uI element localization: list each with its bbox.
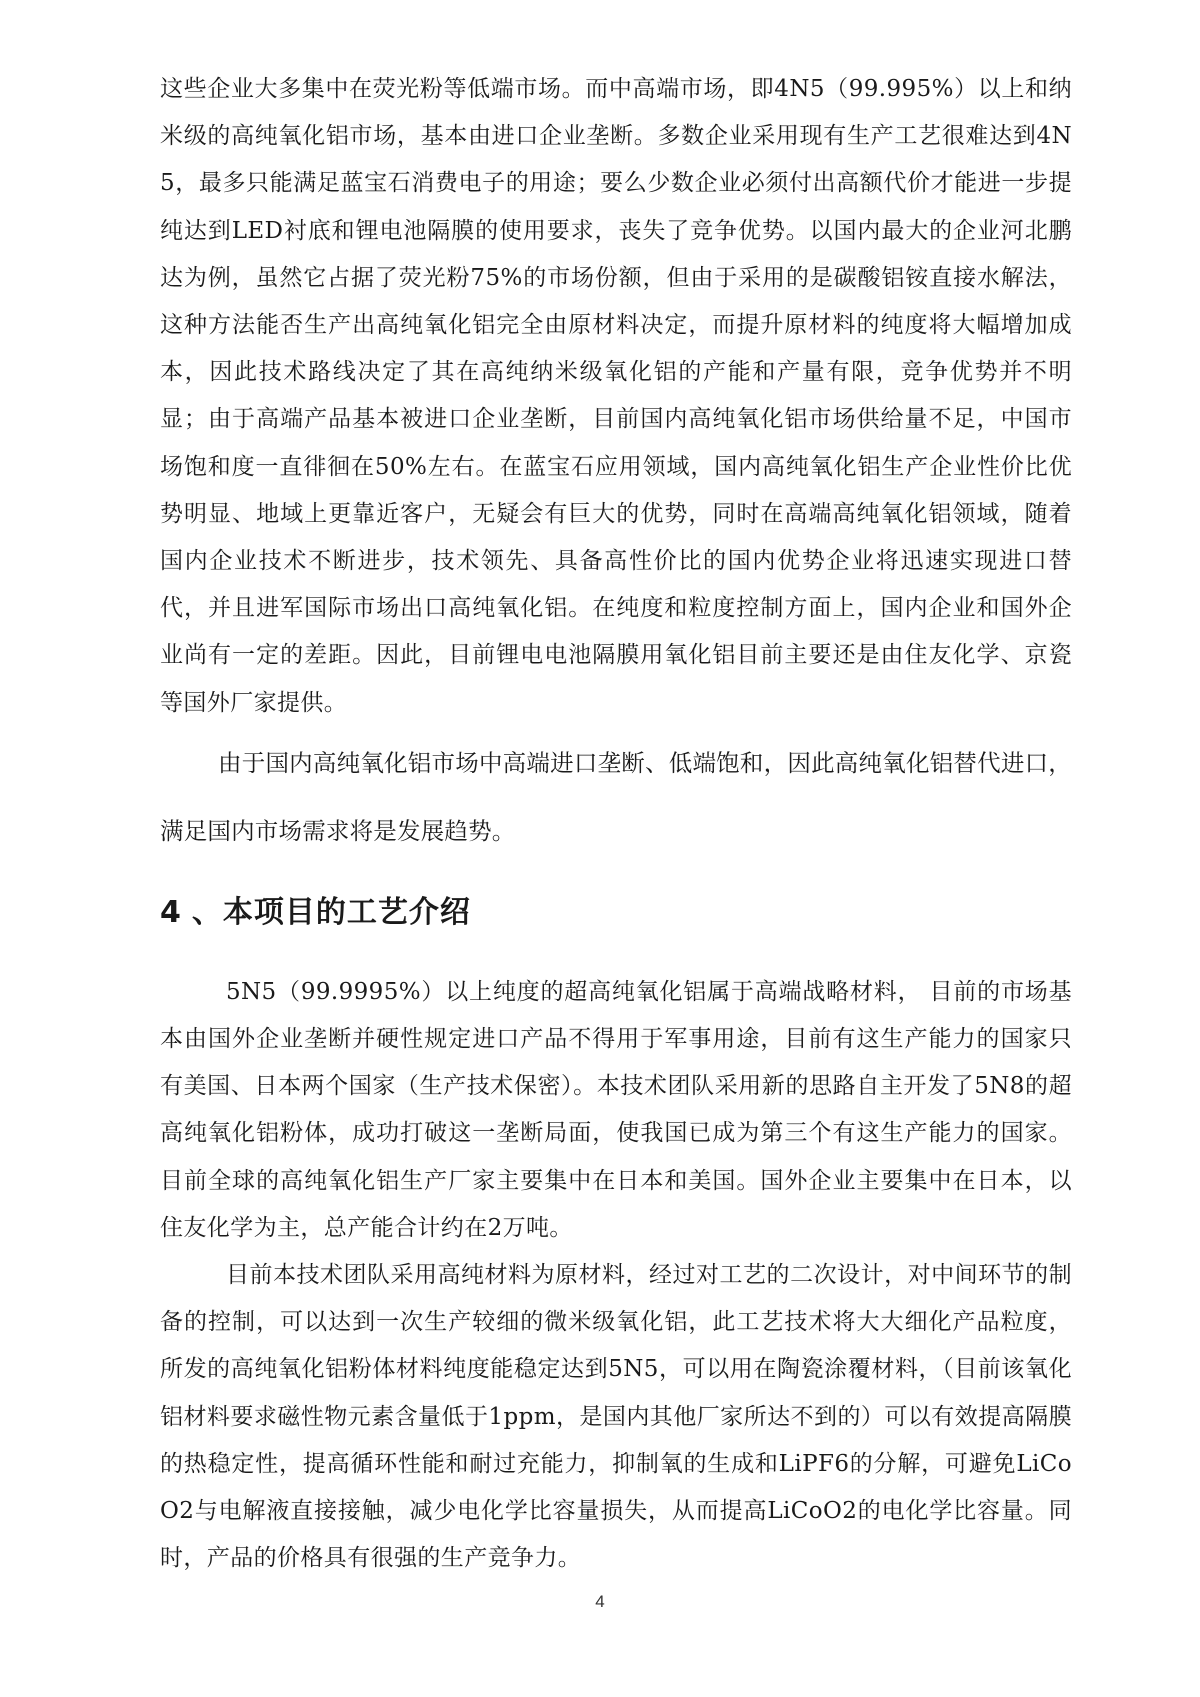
body-paragraph: 目前本技术团队采用高纯材料为原材料，经过对工艺的二次设计，对中间环节的制备的控制，可以达到一次生产较细的微米级氧化铝，此工艺技术将大大细化产品粒度，所发的高纯氧化铝粉体材料纯度能稳定达到5N5，可以用在陶瓷涂覆材料，（目前该氧化铝材料要求磁性物元素含量低于1ppm，是国内其他厂家所达不到的）可以有效提高隔膜的热稳定性，提高循环性能和耐过充能力，抑制氧的生成和LiPF6的分解，可避免LiCoO2与电解液直接接触，减少电化学比容量损失，从而提高LiCoO2的电化学比容量。同时，产品的价格具有很强的生产竞争力。: [160, 1262, 1072, 1572]
body-paragraph-continued: 这些企业大多集中在荧光粉等低端市场。而中高端市场，即4N5（99.995%）以上和纳米级的高纯氧化铝市场，基本由进口企业垄断。多数企业采用现有生产工艺很难达到4N5，最多只能满足蓝宝石消费电子的用途；要么少数企业必须付出高额代价才能进一步提纯达到LED衬底和锂电池隔膜的使用要求，丧失了竞争优势。以国内最大的企业河北鹏达为例，虽然它占据了荧光粉75%的市场份额，但由于采用的是碳酸铝铵直接水解法，这种方法能否生产出高纯氧化铝完全由原材料决定，而提升原材料的纯度将大幅增加成本，因此技术路线决定了其在高纯纳米级氧化铝的产能和产量有限，竞争优势并不明显；由于高端产品基本被进口企业垄断，目前国内高纯氧化铝市场供给量不足，中国市场饱和度一直徘徊在50%左右。在蓝宝石应用领域，国内高纯氧化铝生产企业性价比优势明显、地域上更靠近客户，无疑会有巨大的优势，同时在高端高纯氧化铝领域，随着国内企业技术不断进步，技术领先、具备高性价比的国内优势企业将迅速实现进口替代，并且进军国际市场出口高纯氧化铝。在纯度和粒度控制方面上，国内企业和国外企业尚有一定的差距。因此，目前锂电电池隔膜用氧化铝目前主要还是由住友化学、京瓷等国外厂家提供。: [160, 76, 1072, 716]
section-title: 、本项目的工艺介绍: [191, 894, 471, 930]
page-number: 4: [595, 1592, 605, 1611]
page-content: [160, 66, 1072, 1582]
section-number: 4: [160, 894, 182, 930]
section-heading: [160, 883, 1072, 943]
body-paragraph: 5N5（99.9995%）以上纯度的超高纯氧化铝属于高端战略材料， 目前的市场基本由国外企业垄断并硬性规定进口产品不得用于军事用途，目前有这生产能力的国家只有美国、日本两个国家（生产技术保密）。本技术团队采用新的思路自主开发了5N8的超高纯氧化铝粉体，成功打破这一垄断局面，使我国已成为第三个有这生产能力的国家。目前全球的高纯氧化铝生产厂家主要集中在日本和美国。国外企业主要集中在日本，以住友化学为主，总产能合计约在2万吨。: [160, 978, 1072, 1241]
emphasis-paragraph: 由于国内高纯氧化铝市场中高端进口垄断、低端饱和，因此高纯氧化铝替代进口，满足国内市场需求将是发展趋势。: [160, 748, 1072, 845]
heading-spacer: [160, 943, 1072, 969]
